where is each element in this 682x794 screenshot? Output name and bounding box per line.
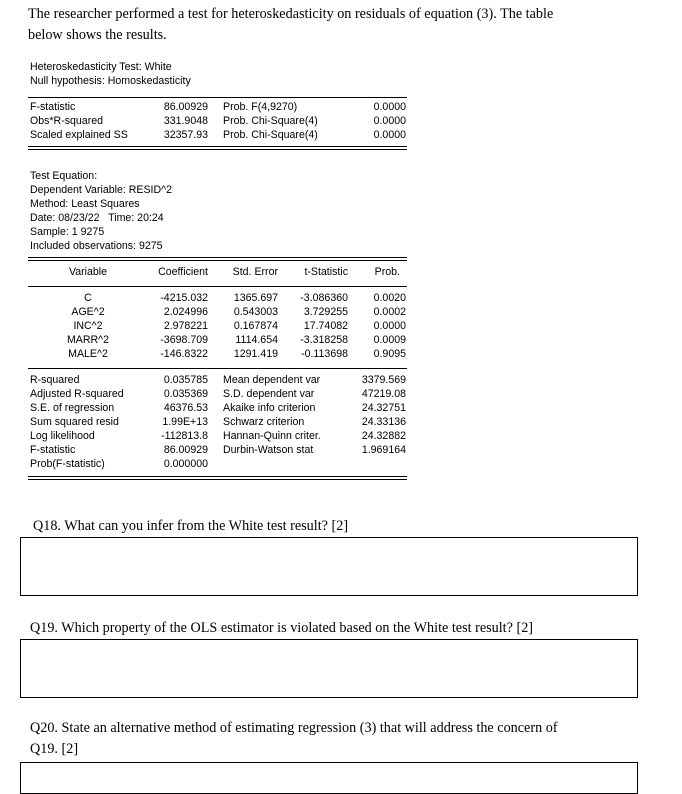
- rule: [28, 149, 407, 150]
- summary-left-label: Log likelihood: [30, 430, 95, 442]
- cell-coefficient: -3698.709: [160, 334, 208, 346]
- cell-t-statistic: -3.318258: [300, 334, 348, 346]
- rule: [28, 479, 407, 480]
- summary-left-value: 46376.53: [163, 402, 208, 414]
- stat-row: [0, 101, 682, 115]
- summary-right-value: 3379.569: [361, 374, 406, 386]
- cell-std-error: 0.167874: [233, 320, 278, 332]
- summary-left-value: 0.000000: [163, 458, 208, 470]
- cell-variable: C: [84, 292, 92, 304]
- summary-left-value: 1.99E+13: [162, 416, 208, 428]
- cell-prob: 0.0009: [373, 334, 406, 346]
- summary-left-label: Sum squared resid: [30, 416, 119, 428]
- answer-box-q18[interactable]: [20, 537, 638, 596]
- question-19: Q19. Which property of the OLS estimator is violated based on the White test result? [2]: [30, 620, 534, 636]
- question-18: Q18. What can you infer from the White test result? [2]: [33, 518, 349, 534]
- answer-box-q19[interactable]: [20, 639, 638, 698]
- stat-prob: 0.0000: [373, 115, 406, 127]
- summary-right-label: S.D. dependent var: [223, 388, 315, 400]
- question-20-line-1: Q20. State an alternative method of estimating regression (3) that will address the concern of: [30, 720, 558, 736]
- stat-prob: 0.0000: [373, 129, 406, 141]
- cell-coefficient: -4215.032: [160, 292, 208, 304]
- method: Method: Least Squares: [30, 198, 140, 210]
- summary-row: [0, 374, 682, 388]
- stat-value: 86.00929: [163, 101, 208, 113]
- cell-t-statistic: 3.729255: [303, 306, 348, 318]
- rule: [28, 260, 407, 261]
- rule: [28, 476, 407, 477]
- summary-row: [0, 458, 682, 472]
- cell-std-error: 1365.697: [233, 292, 278, 304]
- summary-left-label: S.E. of regression: [30, 402, 115, 414]
- summary-left-label: Prob(F-statistic): [30, 458, 105, 470]
- summary-left-value: 0.035369: [163, 388, 208, 400]
- header-coefficient: Coefficient: [158, 266, 208, 278]
- cell-t-statistic: -3.086360: [300, 292, 348, 304]
- cell-coefficient: 2.978221: [163, 320, 208, 332]
- table-row: [0, 320, 682, 334]
- white-test-title: Heteroskedasticity Test: White: [30, 61, 172, 73]
- cell-t-statistic: 17.74082: [303, 320, 348, 332]
- summary-right-value: 24.33136: [361, 416, 406, 428]
- stat-prob-label: Prob. Chi-Square(4): [223, 115, 318, 127]
- cell-variable: MARR^2: [66, 334, 110, 346]
- summary-row: [0, 444, 682, 458]
- stat-row: [0, 115, 682, 129]
- dependent-variable: Dependent Variable: RESID^2: [30, 184, 172, 196]
- table-header-row: [0, 266, 682, 280]
- stat-prob-label: Prob. F(4,9270): [223, 101, 298, 113]
- summary-right-label: Mean dependent var: [223, 374, 321, 386]
- cell-std-error: 1291.419: [233, 348, 278, 360]
- summary-right-label: Schwarz criterion: [223, 416, 305, 428]
- rule: [28, 286, 407, 287]
- summary-right-label: Hannan-Quinn criter.: [223, 430, 321, 442]
- summary-right-value: 1.969164: [361, 444, 406, 456]
- cell-std-error: 1114.654: [235, 334, 278, 346]
- header-t-statistic: t-Statistic: [304, 266, 348, 278]
- stat-value: 331.9048: [163, 115, 208, 127]
- cell-prob: 0.0020: [373, 292, 406, 304]
- cell-prob: 0.0002: [373, 306, 406, 318]
- header-prob: Prob.: [374, 266, 400, 278]
- stat-label: F-statistic: [30, 101, 76, 113]
- header-std-error: Std. Error: [232, 266, 278, 278]
- stat-row: [0, 129, 682, 143]
- summary-right-value: 47219.08: [361, 388, 406, 400]
- summary-right-value: 24.32751: [361, 402, 406, 414]
- stat-label: Obs*R-squared: [30, 115, 104, 127]
- cell-variable: MALE^2: [68, 348, 108, 360]
- stat-value: 32357.93: [163, 129, 208, 141]
- summary-row: [0, 416, 682, 430]
- rule: [28, 146, 407, 147]
- included-observations: Included observations: 9275: [30, 240, 163, 252]
- summary-row: [0, 430, 682, 444]
- table-row: [0, 348, 682, 362]
- rule: [28, 368, 407, 369]
- cell-std-error: 0.543003: [233, 306, 278, 318]
- summary-right-label: Akaike info criterion: [223, 402, 316, 414]
- summary-right-value: 24.32882: [361, 430, 406, 442]
- summary-right-label: Durbin-Watson stat: [223, 444, 314, 456]
- cell-coefficient: 2.024996: [163, 306, 208, 318]
- null-hypothesis: Null hypothesis: Homoskedasticity: [30, 75, 191, 87]
- cell-prob: 0.0000: [373, 320, 406, 332]
- stat-prob: 0.0000: [373, 101, 406, 113]
- question-20-line-2: Q19. [2]: [30, 741, 79, 757]
- cell-variable: INC^2: [73, 320, 103, 332]
- stat-label: Scaled explained SS: [30, 129, 128, 141]
- rule: [28, 257, 407, 258]
- summary-row: [0, 388, 682, 402]
- summary-left-label: Adjusted R-squared: [30, 388, 124, 400]
- cell-variable: AGE^2: [71, 306, 105, 318]
- table-row: [0, 306, 682, 320]
- test-equation-label: Test Equation:: [30, 170, 98, 182]
- table-row: [0, 334, 682, 348]
- summary-row: [0, 402, 682, 416]
- intro-line-2: below shows the results.: [28, 27, 167, 43]
- header-variable: Variable: [68, 266, 108, 278]
- summary-left-label: F-statistic: [30, 444, 76, 456]
- summary-left-label: R-squared: [30, 374, 80, 386]
- summary-left-value: -112813.8: [161, 430, 208, 442]
- summary-left-value: 86.00929: [163, 444, 208, 456]
- date-time: Date: 08/23/22 Time: 20:24: [30, 212, 164, 224]
- stat-prob-label: Prob. Chi-Square(4): [223, 129, 318, 141]
- rule: [28, 97, 407, 98]
- sample: Sample: 1 9275: [30, 226, 105, 238]
- cell-prob: 0.9095: [373, 348, 406, 360]
- summary-left-value: 0.035785: [163, 374, 208, 386]
- answer-box-q20[interactable]: [20, 762, 638, 794]
- cell-t-statistic: -0.113698: [301, 348, 348, 360]
- intro-line-1: The researcher performed a test for heteroskedasticity on residuals of equation (3). The table: [28, 6, 554, 22]
- table-row: [0, 292, 682, 306]
- cell-coefficient: -146.8322: [160, 348, 208, 360]
